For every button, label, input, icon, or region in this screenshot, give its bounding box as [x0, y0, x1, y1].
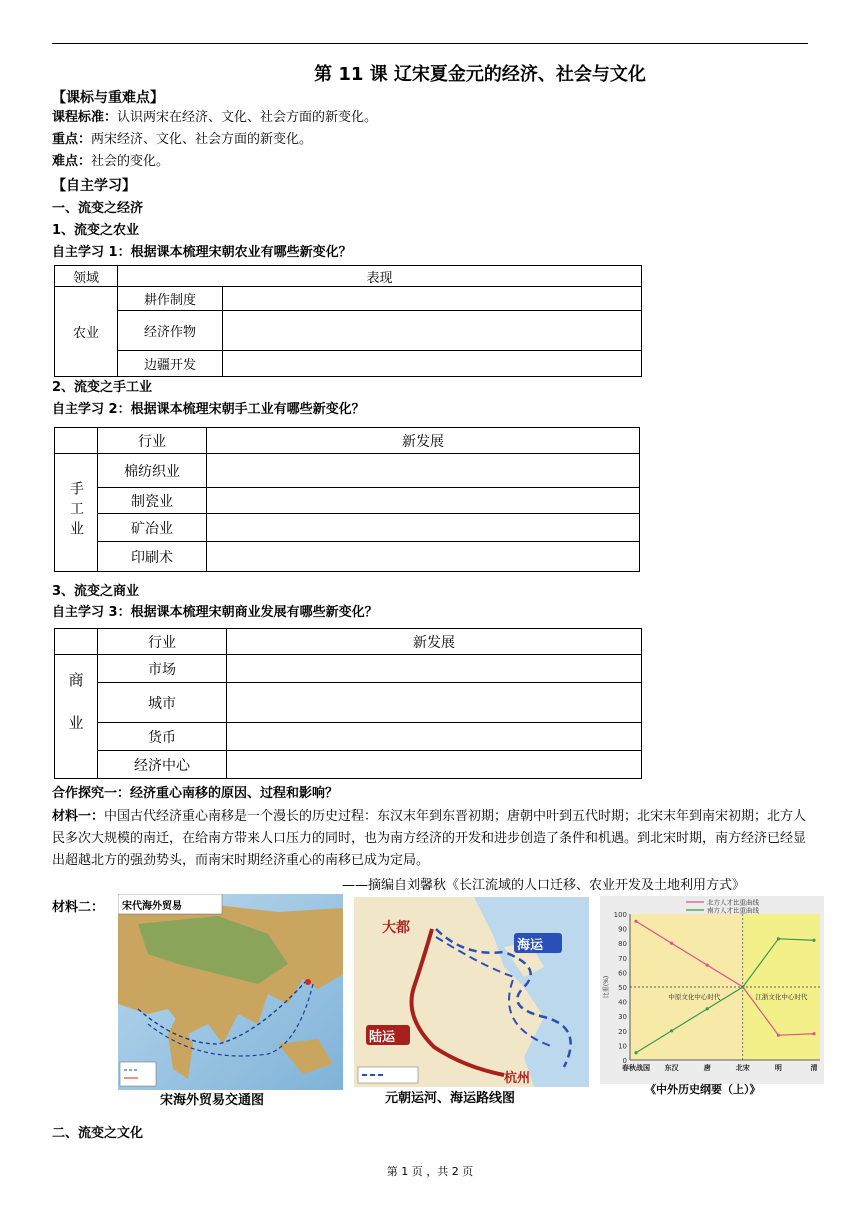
y-tick-label: 40	[618, 998, 627, 1007]
data-point	[634, 1051, 637, 1054]
question-2: 自主学习 2：根据课本梳理宋朝手工业有哪些新变化？	[52, 402, 365, 417]
sub3-heading: 3、流变之商业	[52, 584, 140, 599]
chart-caption: 《中外历史纲要（上）》	[645, 1083, 761, 1096]
yuan-routes-map-caption: 元朝运河、海运路线图	[385, 1091, 516, 1106]
map-label-hangzhou: 杭州	[504, 1071, 531, 1086]
top-rule	[52, 43, 808, 44]
key-label: 重点：	[52, 132, 92, 147]
craft-answer-cell[interactable]	[207, 488, 640, 514]
y-tick-label: 70	[618, 954, 627, 963]
section-heading-standards: 【课标与重难点】	[52, 90, 164, 106]
y-tick-label: 20	[618, 1027, 627, 1036]
song-trade-map-inset-title: 宋代海外贸易	[122, 901, 182, 912]
question-1: 自主学习 1：根据课本梳理宋朝农业有哪些新变化？	[52, 245, 352, 260]
talent-ratio-chart	[600, 896, 824, 1084]
map-label-land: 陆运	[369, 1030, 396, 1045]
data-point	[670, 1029, 673, 1032]
craft-row-label: 印刷术	[98, 542, 207, 572]
self-study-heading: 【自主学习】	[52, 178, 136, 194]
agri-answer-cell[interactable]	[223, 311, 642, 351]
x-tick-label: 清	[810, 1063, 818, 1072]
part2-heading: 二、流变之文化	[52, 1126, 144, 1141]
y-axis-label: 比重(%)	[603, 975, 610, 999]
comm-answer-cell[interactable]	[227, 751, 642, 779]
y-tick-label: 0	[622, 1057, 627, 1065]
comm-row-label: 经济中心	[98, 751, 227, 779]
standard-line	[52, 108, 377, 128]
data-point	[812, 1032, 815, 1035]
handicraft-table	[54, 427, 640, 572]
material-1-source: ——摘编自刘馨秋《长江流域的人口迁移、农业开发及土地利用方式》	[341, 878, 745, 893]
y-tick-label: 50	[618, 984, 627, 992]
comm-answer-cell[interactable]	[227, 723, 642, 751]
data-point	[634, 920, 637, 923]
song-trade-map	[118, 894, 343, 1090]
data-point	[670, 942, 673, 945]
y-tick-label: 30	[618, 1013, 627, 1022]
craft-answer-cell[interactable]	[207, 514, 640, 542]
comm-header-trade: 行业	[98, 629, 227, 655]
song-trade-map-graphic	[118, 894, 343, 1090]
data-point	[706, 1007, 709, 1010]
craft-row-label: 棉纺织业	[98, 454, 207, 488]
craft-answer-cell[interactable]	[207, 542, 640, 572]
zone-label-left: 中原文化中心时代	[668, 993, 721, 1001]
craft-row-label: 矿冶业	[98, 514, 207, 542]
song-trade-map-caption: 宋海外贸易交通图	[160, 1093, 265, 1108]
agriculture-table	[54, 265, 642, 377]
sub2-heading: 2、流变之手工业	[52, 380, 153, 395]
comm-row-label: 市场	[98, 655, 227, 683]
standard-text: 认识两宋在经济、文化、社会方面的新变化。	[117, 110, 378, 125]
craft-header-trade: 行业	[98, 428, 207, 454]
talent-ratio-chart-svg	[600, 896, 824, 1084]
commerce-table	[54, 628, 642, 779]
comm-row-label: 城市	[98, 683, 227, 723]
data-point	[741, 985, 744, 988]
x-tick-label: 春秋战国	[622, 1063, 650, 1072]
agri-header-performance: 表现	[118, 266, 642, 287]
zone-label-right: 江浙文化中心时代	[755, 993, 808, 1001]
agri-domain-cell: 农业	[55, 287, 118, 377]
y-tick-label: 10	[618, 1042, 627, 1051]
agri-row-label: 耕作制度	[118, 287, 223, 311]
comm-answer-cell[interactable]	[227, 655, 642, 683]
y-tick-label: 100	[613, 911, 627, 919]
sub1-heading: 1、流变之农业	[52, 223, 140, 238]
page-footer: 第 1 页 ，共 2 页	[386, 1165, 474, 1178]
comm-domain-cell: 商业	[55, 655, 98, 779]
legend-label-south: 南方人才比重曲线	[707, 906, 759, 915]
key-line	[52, 130, 312, 150]
data-point	[777, 1034, 780, 1037]
y-tick-label: 90	[618, 925, 627, 934]
difficulty-text: 社会的变化。	[91, 154, 170, 169]
craft-answer-cell[interactable]	[207, 454, 640, 488]
agri-answer-cell[interactable]	[223, 287, 642, 311]
difficulty-label: 难点：	[52, 154, 92, 169]
data-point	[706, 964, 709, 967]
map-label-sea: 海运	[517, 938, 544, 953]
x-tick-label: 明	[774, 1063, 782, 1072]
comm-answer-cell[interactable]	[227, 683, 642, 723]
standard-label: 课程标准：	[52, 110, 118, 125]
agri-answer-cell[interactable]	[223, 351, 642, 377]
y-tick-label: 60	[618, 969, 627, 978]
x-tick-label: 北宋	[735, 1063, 750, 1072]
question-3: 自主学习 3：根据课本梳理宋朝商业发展有哪些新变化？	[52, 605, 378, 620]
x-tick-label: 唐	[703, 1063, 711, 1072]
comm-row-label: 货币	[98, 723, 227, 751]
data-point	[812, 939, 815, 942]
data-point	[777, 937, 780, 940]
agri-header-field: 领域	[55, 266, 118, 287]
comm-header-dev: 新发展	[227, 629, 642, 655]
agri-row-label: 边疆开发	[118, 351, 223, 377]
craft-header-dev: 新发展	[207, 428, 640, 454]
craft-domain-cell: 手工业	[55, 454, 98, 572]
material-1-text: 中国古代经济重心南移是一个漫长的历史过程：东汉末年到东晋初期；唐朝中叶到五代时期；北宋末年到南宋初期；北方人民多次大规模的南迁，在给南方带来人口压力的同时，也为南方经济的开发和进步创造了条件和机遇。到北宋时期，南方经济已经显出超越北方的强劲势头，而南宋时期经济重心的南移已成为定局。	[52, 809, 807, 868]
agri-row-label: 经济作物	[118, 311, 223, 351]
map-label-dadu: 大都	[382, 920, 410, 936]
material-1	[52, 806, 812, 872]
material-1-label: 材料一：	[52, 809, 105, 824]
yuan-routes-map	[354, 897, 589, 1087]
craft-row-label: 制瓷业	[98, 488, 207, 514]
y-tick-label: 80	[618, 940, 627, 949]
page-title: 第 11 课 辽宋夏金元的经济、社会与文化	[314, 64, 646, 85]
explore-question: 合作探究一：经济重心南移的原因、过程和影响？	[52, 786, 339, 801]
x-tick-label: 东汉	[664, 1063, 679, 1072]
legend-label-north: 北方人才比重曲线	[707, 898, 759, 907]
part1-heading: 一、流变之经济	[52, 201, 144, 216]
material-2-label: 材料二：	[52, 900, 105, 915]
key-text: 两宋经济、文化、社会方面的新变化。	[91, 132, 313, 147]
difficulty-line	[52, 152, 169, 172]
